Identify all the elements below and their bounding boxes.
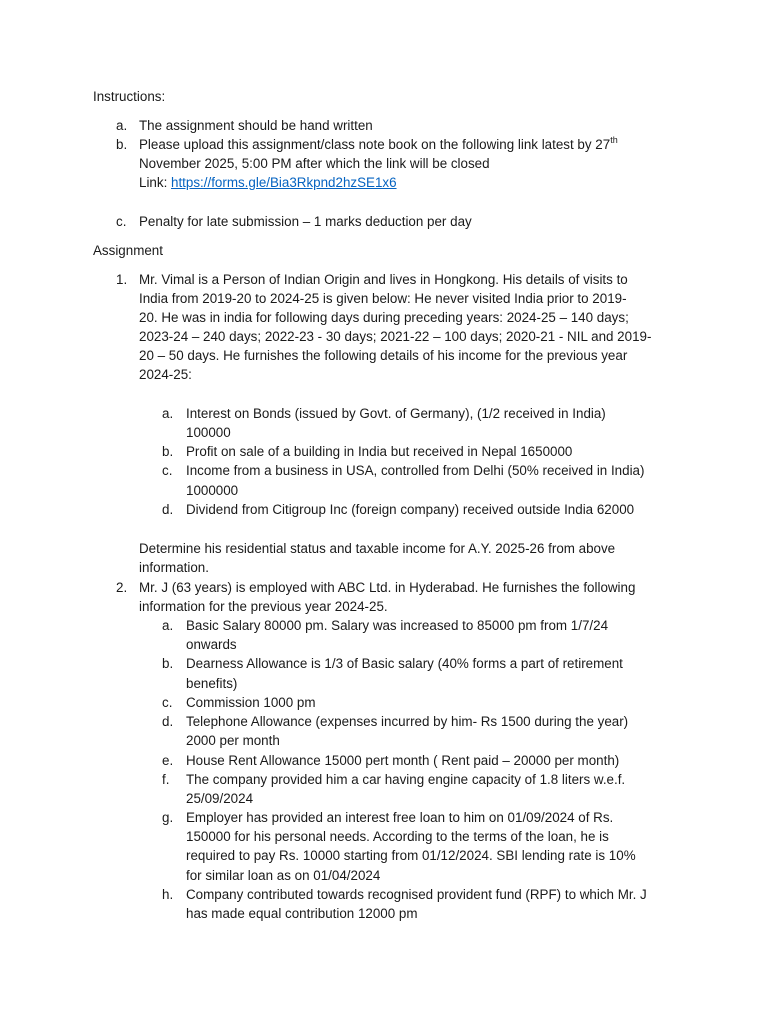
q2-subitem-e-line: House Rent Allowance 15000 pert month ( Rent paid – 20000 per month): [186, 753, 620, 768]
q1-subitem-c-marker: c.: [162, 463, 173, 478]
q2-subitem-f-marker: f.: [162, 772, 170, 787]
q2-subitem-e-marker: e.: [162, 753, 174, 768]
q2-subitem-g-line: 150000 for his personal needs. According to the terms of the loan, he is: [186, 829, 609, 844]
q1-subitem-b-marker: b.: [162, 444, 174, 459]
question-1-closing: Determine his residential status and taxable income for A.Y. 2025-26 from above: [139, 541, 616, 556]
instruction-b-text: Please upload this assignment/class note book on the following link latest by 27: [139, 137, 611, 152]
instructions-heading: Instructions:: [93, 89, 166, 104]
q2-subitem-c-line: Commission 1000 pm: [186, 695, 316, 710]
question-2-line: Mr. J (63 years) is employed with ABC Ltd. in Hyderabad. He furnishes the following: [139, 580, 636, 595]
q1-subitem-d-line: Dividend from Citigroup Inc (foreign company) received outside India 62000: [186, 502, 635, 517]
q2-subitem-h-line: Company contributed towards recognised provident fund (RPF) to which Mr. J: [186, 887, 647, 902]
q1-subitem-a-line: Interest on Bonds (issued by Govt. of Germany), (1/2 received in India): [186, 406, 606, 421]
q1-subitem-c-line: Income from a business in USA, controlled from Delhi (50% received in India): [186, 463, 645, 478]
q2-subitem-c-marker: c.: [162, 695, 173, 710]
question-1-line: 20. He was in india for following days during preceding years: 2024-25 – 140 days;: [139, 310, 629, 325]
q2-subitem-f-line: The company provided him a car having engine capacity of 1.8 liters w.e.f.: [186, 772, 626, 787]
q2-subitem-a-line: onwards: [186, 637, 237, 652]
question-1-line: 2023-24 – 240 days; 2022-23 - 30 days; 2021-22 – 100 days; 2020-21 - NIL and 2019-: [139, 329, 652, 344]
question-1-line: India from 2019-20 to 2024-25 is given below: He never visited India prior to 2019-: [139, 291, 627, 306]
q1-subitem-c-line: 1000000: [186, 483, 239, 498]
instruction-a-text: The assignment should be hand written: [139, 118, 373, 133]
link-label: Link:: [139, 175, 172, 190]
q2-subitem-b-marker: b.: [162, 656, 174, 671]
instruction-b-link-line: [139, 173, 397, 192]
q2-subitem-g-marker: g.: [162, 810, 174, 825]
q2-subitem-b-line: benefits): [186, 676, 238, 691]
instruction-b-line-2: November 2025, 5:00 PM after which the link will be closed: [139, 156, 490, 171]
q1-subitem-a-marker: a.: [162, 406, 174, 421]
instruction-c-marker: c.: [116, 214, 127, 229]
q2-subitem-g-line: for similar loan as on 01/04/2024: [186, 868, 381, 883]
q2-subitem-h-marker: h.: [162, 887, 174, 902]
q2-subitem-g-line: required to pay Rs. 10000 starting from 01/12/2024. SBI lending rate is 10%: [186, 848, 636, 863]
question-1-line: 2024-25:: [139, 367, 192, 382]
question-1-closing: information.: [139, 560, 209, 575]
forms-link[interactable]: https://forms.gle/Bia3Rkpnd2hzSE1x6: [171, 175, 397, 190]
q1-subitem-a-line: 100000: [186, 425, 231, 440]
q2-subitem-g-line: Employer has provided an interest free loan to him on 01/09/2024 of Rs.: [186, 810, 614, 825]
instruction-a-marker: a.: [116, 118, 128, 133]
q2-subitem-a-line: Basic Salary 80000 pm. Salary was increased to 85000 pm from 1/7/24: [186, 618, 609, 633]
q2-subitem-a-marker: a.: [162, 618, 174, 633]
question-2-line: information for the previous year 2024-25.: [139, 599, 388, 614]
q2-subitem-d-line: 2000 per month: [186, 733, 280, 748]
q2-subitem-d-line: Telephone Allowance (expenses incurred by him- Rs 1500 during the year): [186, 714, 629, 729]
q1-subitem-b-line: Profit on sale of a building in India but received in Nepal 1650000: [186, 444, 573, 459]
question-2-marker: 2.: [116, 580, 128, 595]
question-1-line: Mr. Vimal is a Person of Indian Origin and lives in Hongkong. His details of visits to: [139, 272, 628, 287]
question-1-marker: 1.: [116, 272, 128, 287]
q2-subitem-b-line: Dearness Allowance is 1/3 of Basic salary (40% forms a part of retirement: [186, 656, 623, 671]
q2-subitem-f-line: 25/09/2024: [186, 791, 254, 806]
instruction-b-marker: b.: [116, 137, 128, 152]
question-1-line: 20 – 50 days. He furnishes the following details of his income for the previous year: [139, 348, 628, 363]
q1-subitem-d-marker: d.: [162, 502, 174, 517]
instruction-c-text: Penalty for late submission – 1 marks deduction per day: [139, 214, 472, 229]
q2-subitem-d-marker: d.: [162, 714, 174, 729]
ordinal-suffix: th: [610, 134, 618, 145]
q2-subitem-h-line: has made equal contribution 12000 pm: [186, 906, 418, 921]
assignment-heading: Assignment: [93, 243, 163, 258]
instruction-b-line-1: [139, 135, 618, 154]
